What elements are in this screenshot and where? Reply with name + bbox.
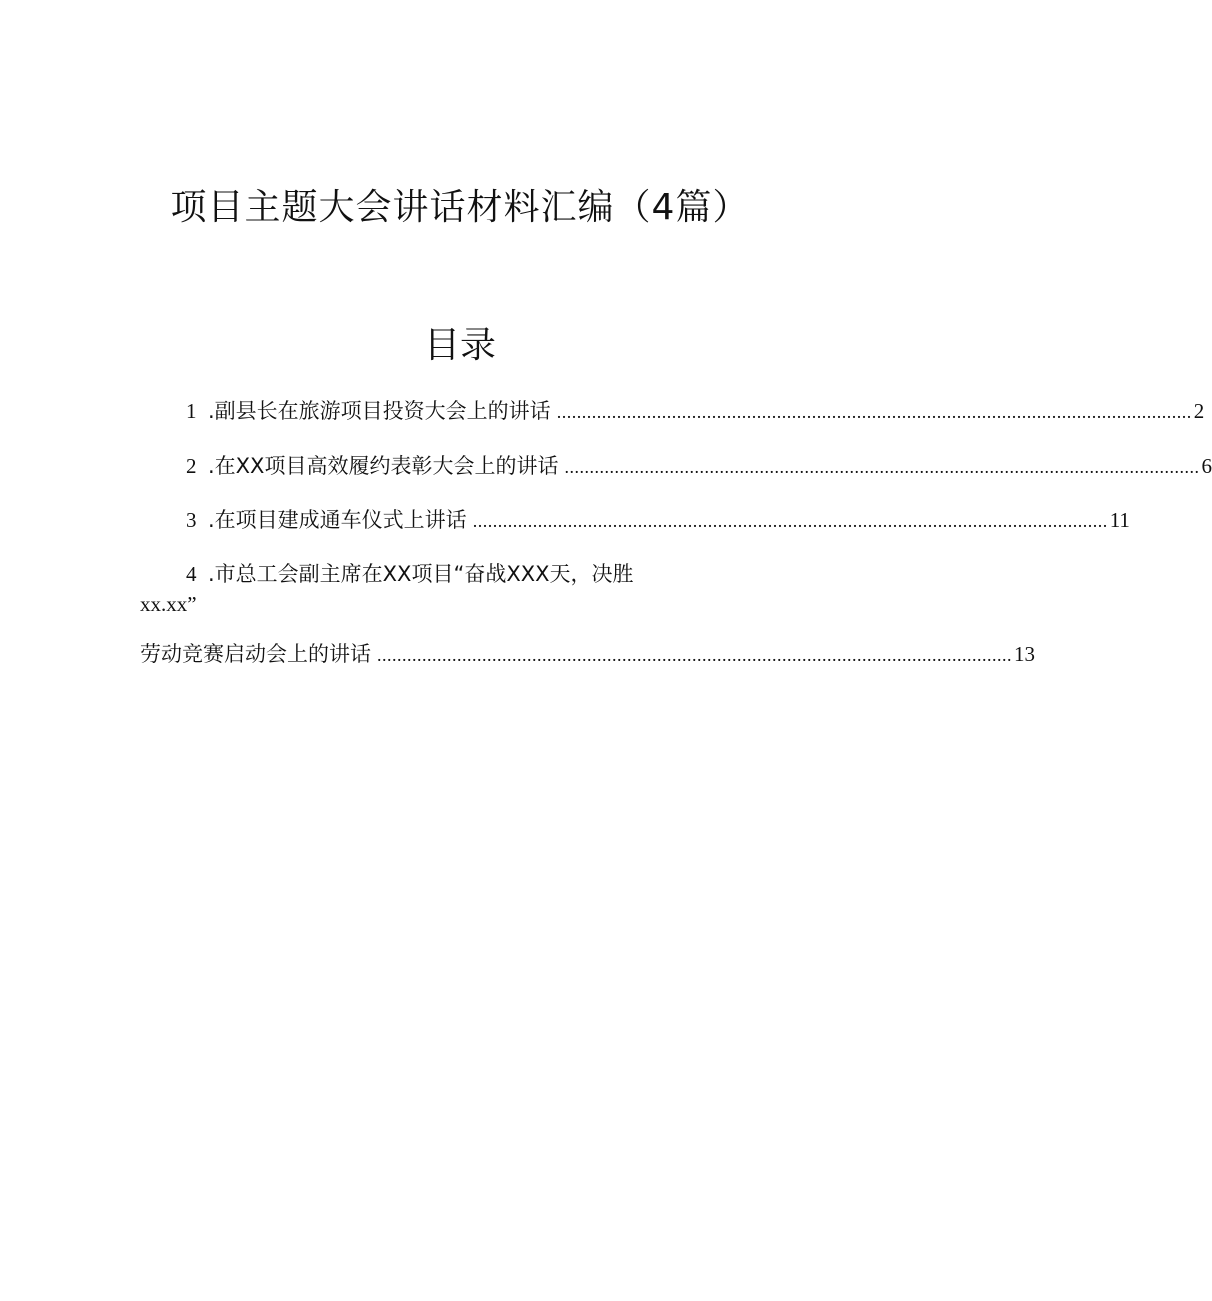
toc-entry-4-continuation: xx.xx”: [140, 592, 197, 616]
toc-entry-page: 11: [1109, 508, 1130, 532]
toc-entry-1[interactable]: [186, 397, 1205, 425]
toc-heading: 目录: [423, 325, 496, 366]
document-title: 项目主题大会讲话材料汇编（4篇）: [170, 187, 750, 228]
toc-dot-leader: ...............................................................................................................................: [556, 402, 1192, 422]
toc-entry-label: .在项目建成通车仪式上讲话: [208, 508, 467, 532]
toc-dot-leader: ...............................................................................................................................: [472, 511, 1108, 531]
toc-entry-2[interactable]: [186, 452, 1212, 480]
toc-entry-page: 2: [1193, 399, 1205, 423]
toc-entry-page: 13: [1014, 642, 1035, 666]
toc-entry-page: 6: [1201, 454, 1212, 478]
toc-entry-number: 2: [186, 454, 197, 478]
toc-entry-number: 1: [186, 399, 197, 423]
toc-entry-3[interactable]: [186, 506, 1130, 534]
toc-entry-label: .副县长在旅游项目投资大会上的讲话: [208, 399, 551, 423]
toc-entry-4[interactable]: [186, 560, 775, 588]
toc-dot-leader: ...............................................................................................................................: [564, 457, 1200, 477]
toc-entry-4-last-line[interactable]: [140, 640, 1035, 668]
toc-entry-label: 劳动竞赛启动会上的讲话: [140, 642, 371, 666]
toc-dot-leader: ...............................................................................................................................: [377, 645, 1012, 665]
toc-entry-number: 4: [186, 562, 197, 586]
toc-entry-label: .市总工会副主席在XX项目“奋战XXX天，决胜: [208, 562, 634, 586]
toc-entry-number: 3: [186, 508, 197, 532]
toc-entry-label: .在XX项目高效履约表彰大会上的讲话: [208, 454, 559, 478]
